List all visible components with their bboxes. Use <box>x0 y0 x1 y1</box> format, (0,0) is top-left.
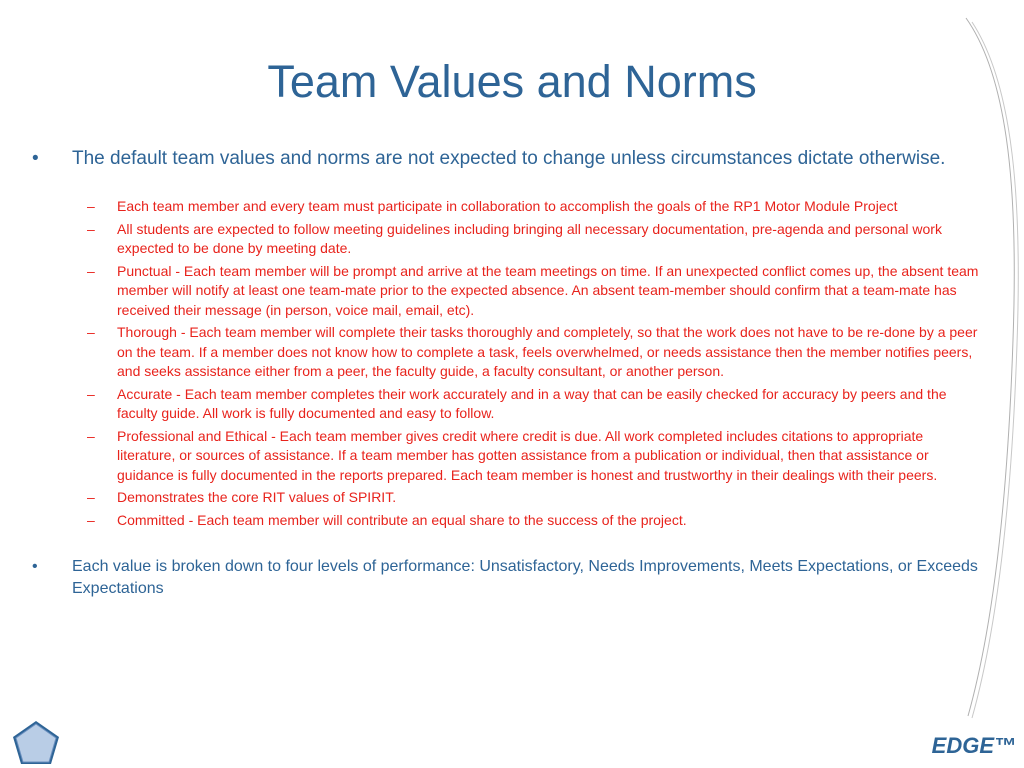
edge-logo: EDGE™ <box>931 733 1016 758</box>
sub-bullet-item <box>87 262 980 321</box>
dash-marker: – <box>87 324 95 340</box>
pentagon-icon <box>13 721 59 764</box>
sub-bullet-text: Punctual - Each team member will be prompt and arrive at the team meetings on time. If an unexpected conflict comes up, the absent team member will notify at least one team-mate prior to the expected absence. An absent team-member should confirm that a team-mate has received their message (in person, voice mail, email, etc). <box>117 262 979 318</box>
bullet-text: Each value is broken down to four levels of performance: Unsatisfactory, Needs Improvements, Meets Expectations, or Exceeds Expectations <box>72 558 978 597</box>
bullet-item <box>30 147 980 170</box>
sub-bullet-item <box>87 488 980 508</box>
bullet-marker: • <box>32 558 38 575</box>
sub-bullet-text: Each team member and every team must participate in collaboration to accomplish the goals of the RP1 Motor Module Project <box>117 198 898 214</box>
dash-marker: – <box>87 262 95 279</box>
sub-bullet-item <box>87 511 980 531</box>
sub-bullet-item <box>87 427 980 486</box>
slide-title: Team Values and Norms <box>267 56 757 107</box>
dash-marker: – <box>87 427 95 444</box>
sub-bullet-item <box>87 197 980 217</box>
dash-marker: – <box>87 385 95 402</box>
dash-marker: – <box>87 489 95 505</box>
dash-marker: – <box>87 220 95 237</box>
sub-bullet-list <box>87 197 980 530</box>
slide-content <box>30 147 980 600</box>
sub-bullet-item <box>87 220 980 259</box>
bullet-text: The default team values and norms are not expected to change unless circumstances dictate otherwise. <box>72 148 946 169</box>
bullet-item <box>30 556 980 600</box>
bullet-marker: • <box>32 148 39 169</box>
sub-bullet-item <box>87 385 980 424</box>
sub-bullet-text: Demonstrates the core RIT values of SPIRIT. <box>117 489 397 505</box>
sub-bullet-text: Accurate - Each team member completes their work accurately and in a way that can be easily checked for accuracy by peers and the faculty guide. All work is fully documented and easy to follow. <box>117 385 947 421</box>
sub-bullet-item <box>87 323 980 382</box>
sub-bullet-text: Committed - Each team member will contribute an equal share to the success of the project. <box>117 511 687 528</box>
sub-bullet-text: Professional and Ethical - Each team member gives credit where credit is due. All work completed includes citations to appropriate literature, or sources of assistance. If a team member has gotten assistance from a publication or individual, then that assistance or guidance is fully documented in the reports prepared. Each team member is honest and trustworthy in their dealings with their peers. <box>117 427 938 483</box>
dash-marker: – <box>87 198 95 214</box>
dash-marker: – <box>87 511 95 528</box>
sub-bullet-text: All students are expected to follow meeting guidelines including bringing all necessary documentation, pre-agenda and personal work expected to be done by meeting date. <box>117 220 942 256</box>
sub-bullet-text: Thorough - Each team member will complete their tasks thoroughly and completely, so that the work does not have to be re-done by a peer on the team. If a member does not know how to complete a task, feels overwhelmed, or needs assistance then the member notifies peers, and seeks assistance either from a peer, the faculty guide, a faculty consultant, or another person. <box>117 324 978 379</box>
